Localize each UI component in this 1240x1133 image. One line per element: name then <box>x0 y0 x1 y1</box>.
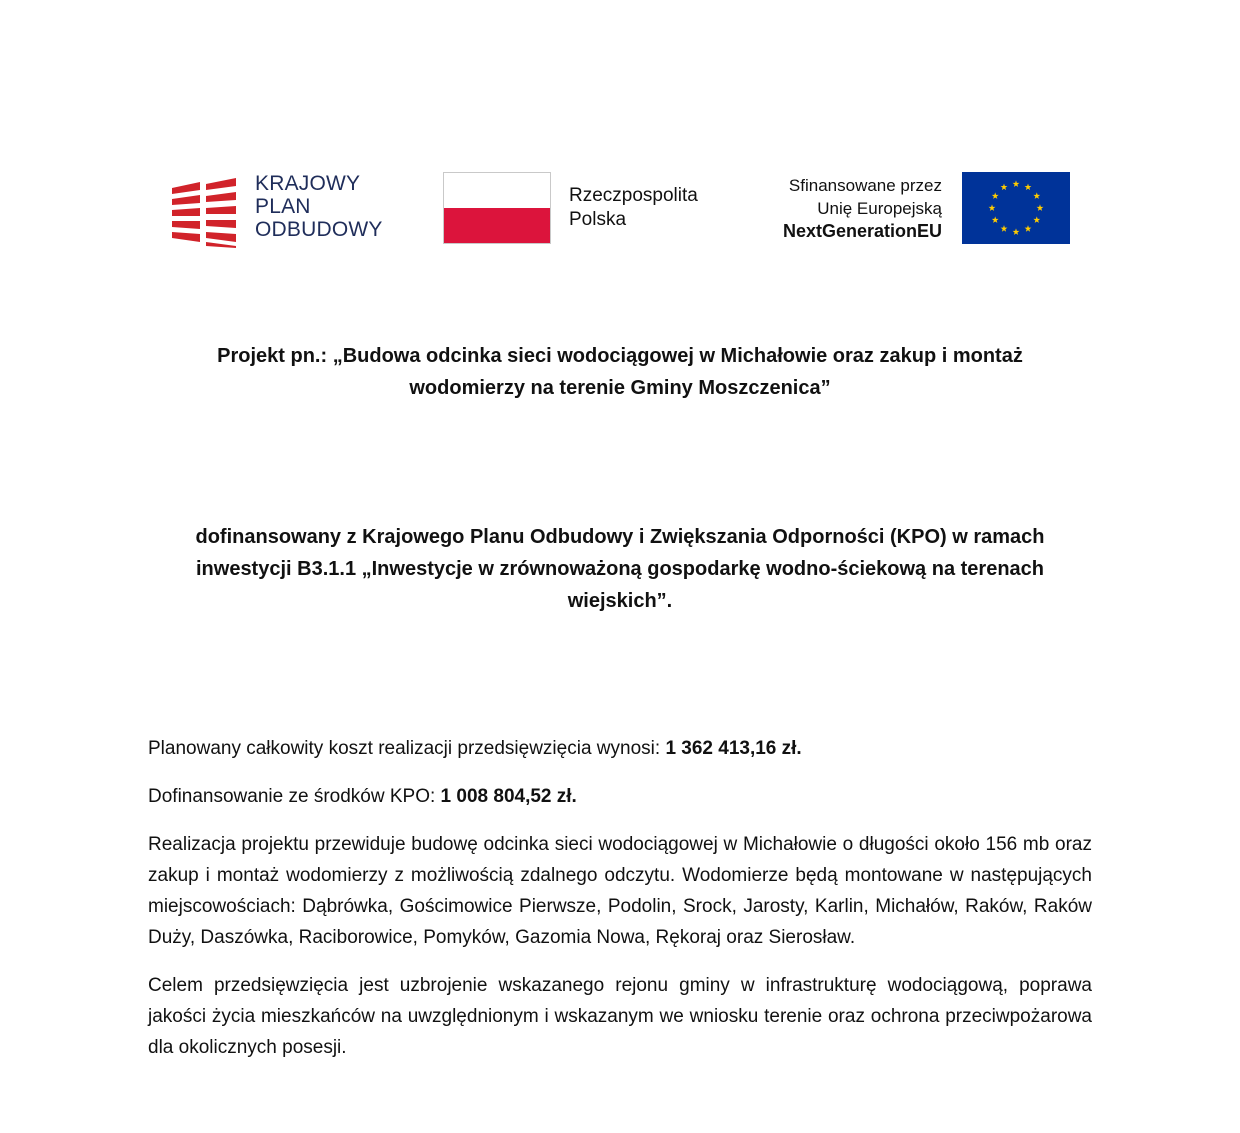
total-cost-paragraph <box>148 733 1092 764</box>
rzeczpospolita-logo <box>443 172 733 246</box>
kpo-logo <box>170 172 410 248</box>
kpo-line-1: KRAJOWY <box>255 172 361 195</box>
project-details <box>148 733 1092 1080</box>
funding-statement <box>120 521 1120 617</box>
eu-line-2: Unię Europejską <box>817 199 942 218</box>
kpo-line-3: ODBUDOWY <box>255 218 383 241</box>
eu-funding-text <box>783 174 942 243</box>
eu-funding-logo <box>750 172 1070 246</box>
grant-label: Dofinansowanie ze środków KPO: <box>148 786 441 807</box>
rp-line-1: Rzeczpospolita <box>569 185 698 206</box>
project-title-line-1: Projekt pn.: „Budowa odcinka sieci wodociągowej w Michałowie oraz zakup i montaż <box>217 345 1023 367</box>
funding-line-2: inwestycji B3.1.1 „Inwestycje w zrównoważoną gospodarkę wodno-ściekową na terenach <box>195 558 1045 580</box>
rzeczpospolita-wordmark <box>569 184 698 232</box>
kpo-line-2: PLAN <box>255 195 311 218</box>
logo-strip <box>0 168 1240 250</box>
funding-line-1: dofinansowany z Krajowego Planu Odbudowy i Zwiększania Odporności (KPO) w ramach <box>195 526 1045 548</box>
total-cost-value: 1 362 413,16 zł. <box>665 738 802 759</box>
kpo-wordmark <box>255 172 383 241</box>
project-title <box>140 340 1100 404</box>
eu-line-3: NextGenerationEU <box>782 221 942 241</box>
rp-line-2: Polska <box>569 209 627 230</box>
grant-value: 1 008 804,52 zł. <box>440 786 577 807</box>
funding-line-3: wiejskich”. <box>567 590 673 612</box>
polish-flag-icon <box>443 172 551 244</box>
eu-line-1: Sfinansowane przez <box>788 176 942 195</box>
goal-paragraph: Celem przedsięwzięcia jest uzbrojenie wskazanego rejonu gminy w infrastrukturę wodociągową, poprawa jakości życia mieszkańców na uwzględnionym i wskazanym we wniosku terenie oraz ochrona przeciwpożarowa dla okolicznych posesji. <box>148 975 1092 1058</box>
total-cost-label: Planowany całkowity koszt realizacji przedsięwzięcia wynosi: <box>148 738 666 759</box>
description-paragraph: Realizacja projektu przewiduje budowę odcinka sieci wodociągowej w Michałowie o długości około 156 mb oraz zakup i montaż wodomierzy z możliwością zdalnego odczytu. Wodomierze będą montowane w następujących miejscowościach: Dąbrówka, Gościmowice Pierwsze, Podolin, Srock, Jarosty, Karlin, Michałów, Raków, Raków Duży, Daszówka, Raciborowice, Pomyków, Gazomia Nowa, Rękoraj oraz Sierosław. <box>148 834 1092 948</box>
kpo-building-mark-icon <box>170 176 242 248</box>
eu-flag-icon <box>962 172 1070 244</box>
project-title-line-2: wodomierzy na terenie Gminy Moszczenica” <box>409 377 831 399</box>
grant-paragraph <box>148 781 1092 812</box>
